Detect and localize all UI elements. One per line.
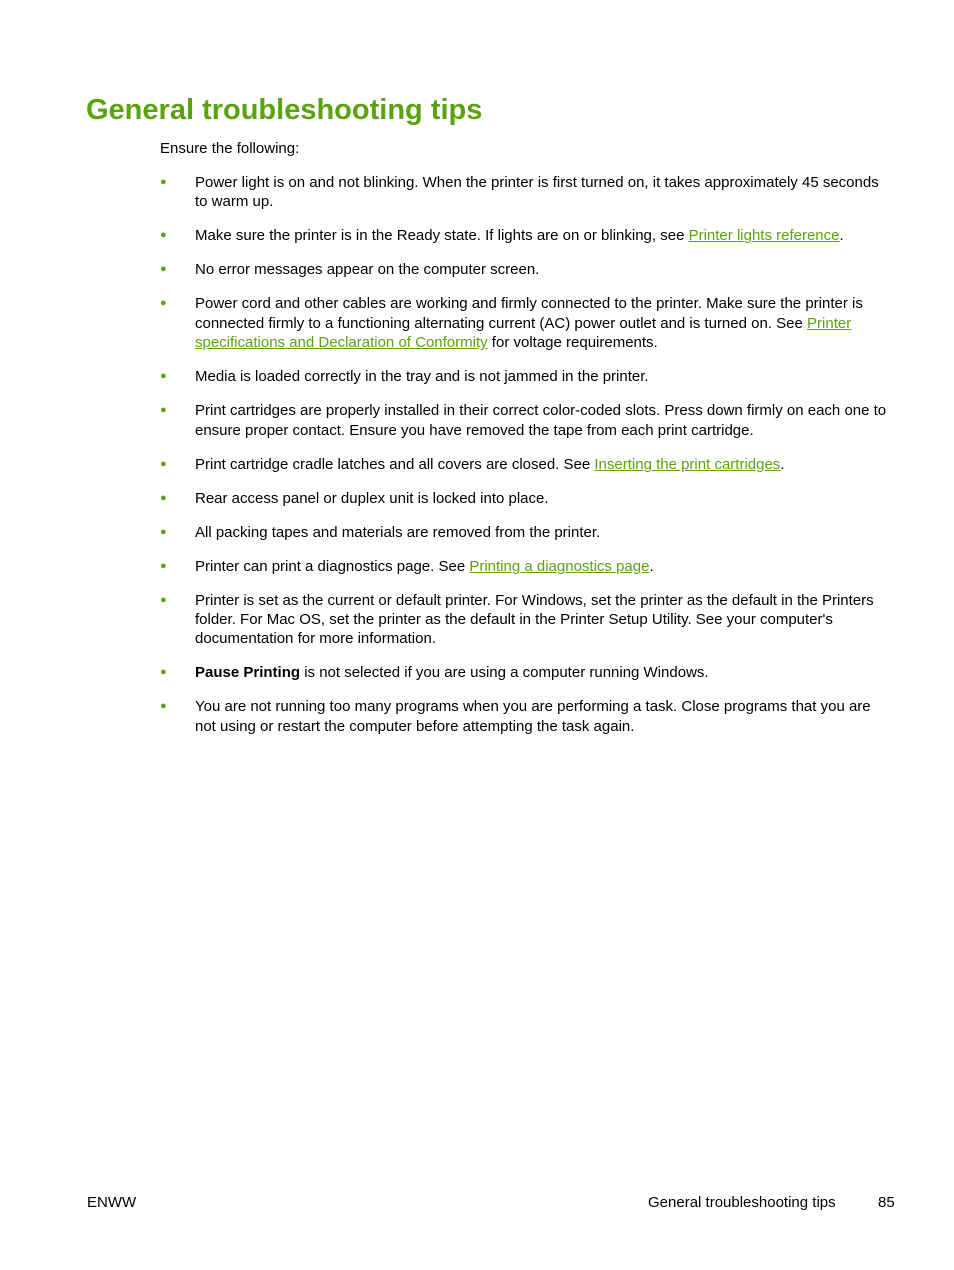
- tip-text: You are not running too many programs when you are performing a task. Close programs that you are not using or restart the computer before attempting the task again.: [195, 698, 871, 735]
- pause-printing-label: Pause Printing: [195, 664, 301, 682]
- tip-item: [160, 455, 890, 474]
- tip-text: for voltage requirements.: [487, 334, 658, 352]
- link-printing-diagnostics-page[interactable]: Printing a diagnostics page: [469, 557, 650, 575]
- tip-item: [160, 489, 890, 508]
- tip-text: Make sure the printer is in the Ready state. If lights are on or blinking, see: [195, 227, 689, 245]
- tip-text: .: [649, 557, 654, 575]
- tip-item: [160, 260, 890, 279]
- intro-text: Ensure the following:: [160, 140, 300, 157]
- tip-item: [160, 367, 890, 386]
- bullet-icon: ●: [160, 491, 167, 504]
- bullet-icon: ●: [160, 593, 167, 606]
- tip-text: Power cord and other cables are working and firmly connected to the printer. Make sure the printer is connected firmly to a functioning alternating current (AC) power outlet and is turned on. See: [195, 295, 863, 332]
- tip-text: Power light is on and not blinking. When the printer is first turned on, it takes approximately 45 seconds to warm up.: [195, 174, 879, 211]
- tip-item: [160, 401, 890, 440]
- tip-item: [160, 697, 890, 736]
- tip-text: Rear access panel or duplex unit is locked into place.: [195, 489, 549, 507]
- bullet-icon: ●: [160, 525, 167, 538]
- tip-text: is not selected if you are using a computer running Windows.: [300, 664, 709, 682]
- bullet-icon: ●: [160, 404, 167, 417]
- bullet-icon: ●: [160, 297, 167, 310]
- page-title: General troubleshooting tips: [86, 94, 483, 126]
- tip-item: [160, 294, 890, 352]
- tip-item: [160, 226, 890, 245]
- tip-item: [160, 663, 890, 682]
- tip-text: .: [839, 227, 844, 245]
- link-inserting-print-cartridges[interactable]: Inserting the print cartridges: [594, 455, 781, 473]
- tip-item: [160, 173, 890, 212]
- tip-item: [160, 591, 890, 649]
- tip-text: Printer is set as the current or default printer. For Windows, set the printer as the default in the Printers folder. For Mac OS, set the printer as the default in the Printer Setup Utility. See your computer's documentation for more information.: [195, 591, 874, 648]
- bullet-icon: ●: [160, 457, 167, 470]
- link-printer-specifications[interactable]: Printer specifications and Declaration of Conformity: [195, 314, 852, 352]
- page-number: 85: [878, 1194, 895, 1211]
- tip-text: Print cartridge cradle latches and all covers are closed. See: [195, 455, 595, 473]
- bullet-icon: ●: [160, 700, 167, 713]
- bullet-icon: ●: [160, 229, 167, 242]
- tip-text: .: [780, 455, 785, 473]
- tip-item: [160, 523, 890, 542]
- bullet-icon: ●: [160, 176, 167, 188]
- bullet-icon: ●: [160, 370, 167, 383]
- bullet-icon: ●: [160, 666, 167, 679]
- bullet-icon: ●: [160, 559, 167, 572]
- tip-item: [160, 557, 890, 576]
- footer-section-title: General troubleshooting tips: [648, 1194, 836, 1211]
- tips-list: [160, 173, 890, 751]
- tip-text: Printer can print a diagnostics page. See: [195, 557, 470, 575]
- tip-text: No error messages appear on the computer screen.: [195, 261, 540, 279]
- tip-text: All packing tapes and materials are removed from the printer.: [195, 523, 601, 541]
- tip-text: Print cartridges are properly installed in their correct color-coded slots. Press down firmly on each one to ensure proper contact. Ensure you have removed the tape from each print cartridge.: [195, 402, 887, 439]
- tip-text: Media is loaded correctly in the tray and is not jammed in the printer.: [195, 368, 649, 386]
- bullet-icon: ●: [160, 263, 167, 276]
- footer-label: ENWW: [87, 1194, 137, 1211]
- link-printer-lights-reference[interactable]: Printer lights reference: [688, 227, 840, 245]
